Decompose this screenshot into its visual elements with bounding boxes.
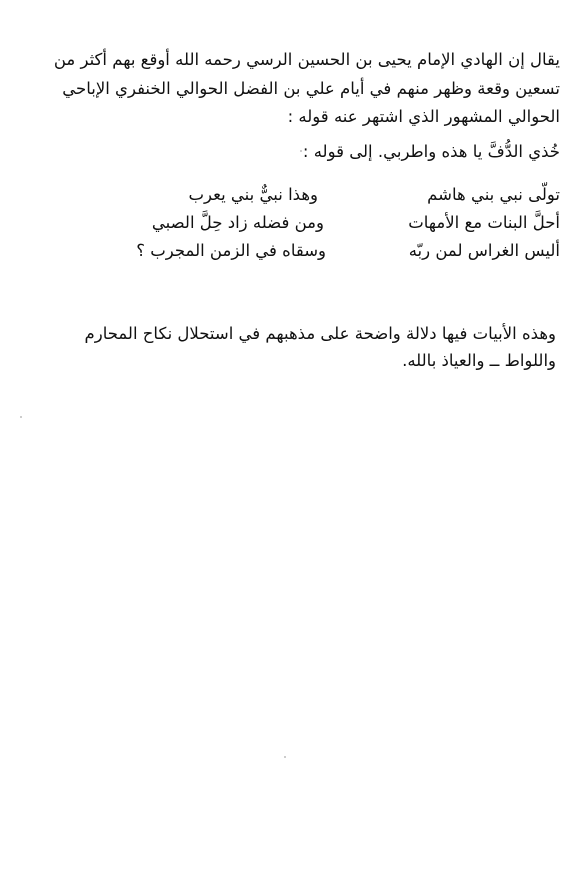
verse-3-first-hemistich: أليس الغراس لمن ربّه [408,241,560,260]
paragraph-2-line-1: وهذه الأبيات فيها دلالة واضحة على مذهبهم في استحلال نكاح المحارم [84,324,556,343]
paragraph-1-line-2: تسعين وقعة وظهر منهم في أيام علي بن الفضل الحوالي الخنفري الإباحي [62,79,560,98]
quote-line: خُذي الدُّفَّ يا هذه واطربي. إلى قوله : [302,142,560,161]
scan-speck [300,150,302,152]
verse-1-first-hemistich: تولّى نبي بني هاشم [427,185,560,204]
scan-speck [284,756,286,758]
verse-1-second-hemistich: وهذا نبيٌّ بني يعرب [188,185,318,204]
scan-speck [20,416,22,418]
verse-2-second-hemistich: ومن فضله زاد حِلَّ الصبي [151,213,324,232]
verse-2-first-hemistich: أحلَّ البنات مع الأمهات [408,213,560,232]
verse-3-second-hemistich: وسقاه في الزمن المجرب ؟ [136,241,326,260]
paragraph-1-line-3: الحوالي المشهور الذي اشتهر عنه قوله : [287,107,560,126]
paragraph-2-line-2: واللواط ــ والعياذ بالله. [402,351,556,370]
paragraph-1-line-1: يقال إن الهادي الإمام يحيى بن الحسين الرسي رحمه الله أوقع بهم أكثر من [53,50,560,69]
